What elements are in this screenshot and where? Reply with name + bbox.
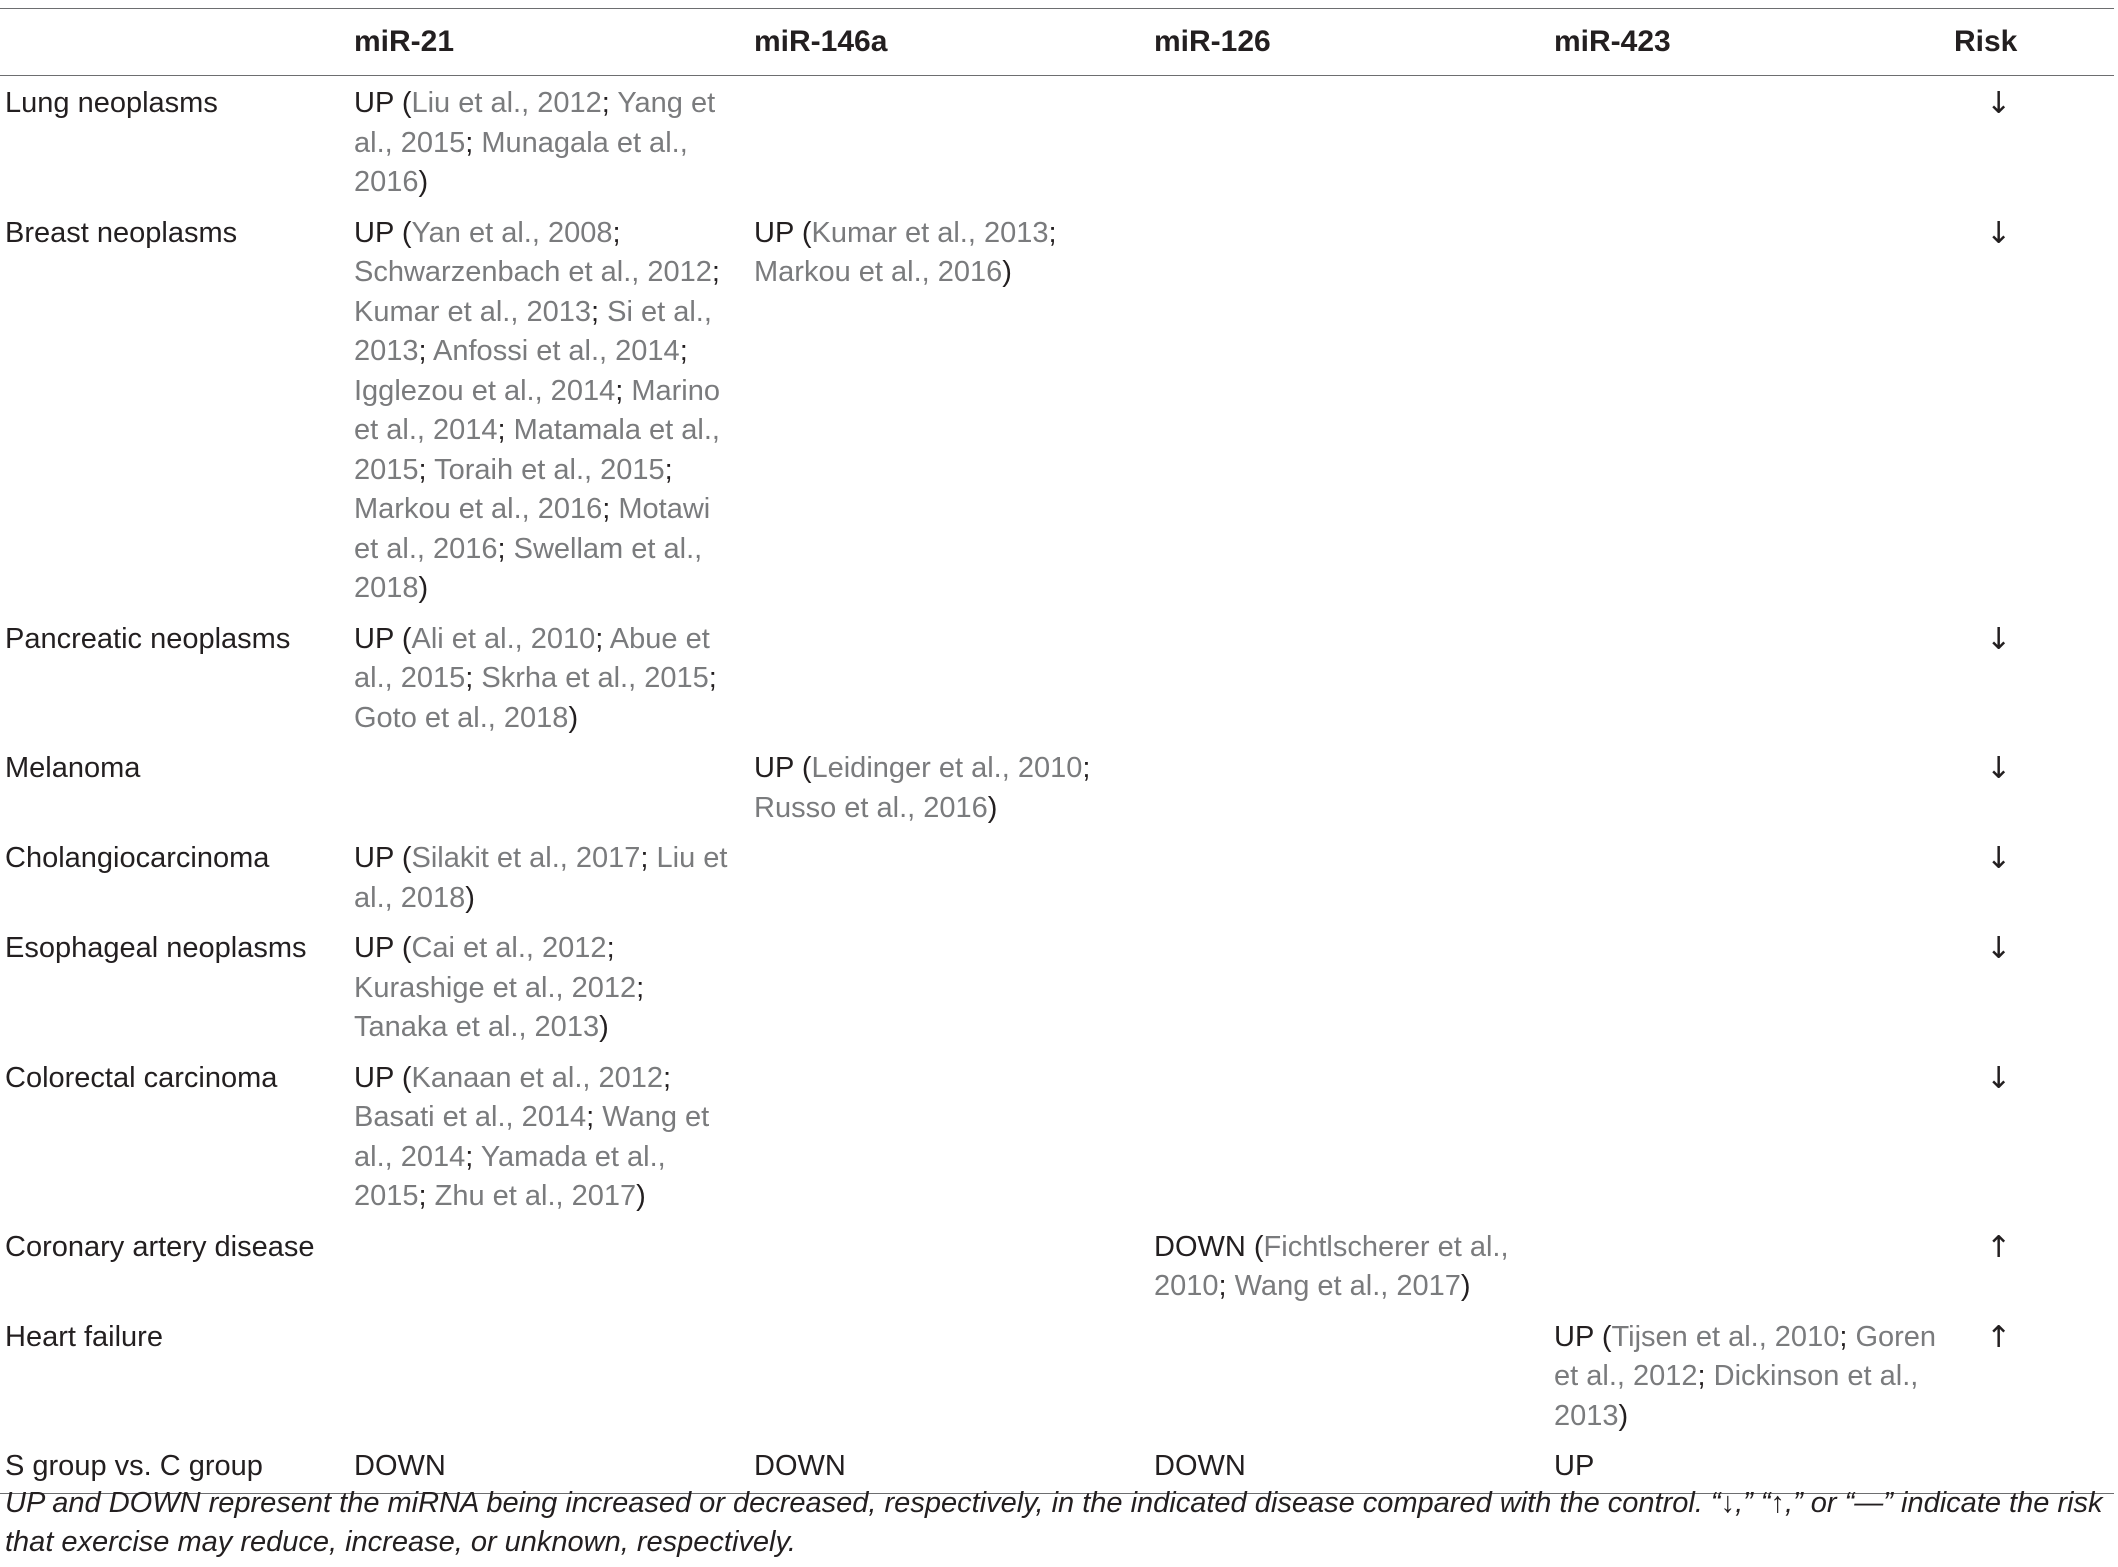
disease-cell: Colorectal carcinoma [5,1061,278,1094]
table-row [0,1310,2114,1440]
citation-link[interactable]: Kanaan et al., 2012 [411,1061,664,1094]
table-footnote: UP and DOWN represent the miRNA being increased or decreased, respectively, in the indicated disease compared with the control. “↓,” “↑,” or “—” indicate the risk that exercise may reduce, increase, or unknown, respectively. [5,1487,2103,1558]
regulation-status: UP [354,842,394,874]
cell-mir-146a [749,921,1149,1051]
citation-link[interactable]: Matamala et al., 2015 [354,414,720,486]
header-cell-mir-21: miR-21 [354,25,455,59]
citation-link[interactable]: Basati et al., 2014 [354,1101,587,1133]
citation-link[interactable]: Motawi et al., 2016 [354,493,711,565]
cell-mir-146a [749,1310,1149,1440]
regulation-status: DOWN [354,1450,446,1482]
citation-link[interactable]: Schwarzenbach et al., 2012 [354,256,712,288]
header-cell-risk: Risk [1954,25,2018,59]
citation-link[interactable]: Kurashige et al., 2012 [354,971,637,1004]
cell-mir-126: DOWN (Fichtlscherer et al., 2010; Wang et al., 2017) [1154,1230,1509,1302]
cell-mir-21: UP (Kanaan et al., 2012; Basati et al., 2014; Wang et al., 2014; Yamada et al., 2015; Zhu et al., 2017) [354,1061,710,1212]
table-row [0,76,2114,206]
cell-mir-423 [1549,741,1949,831]
regulation-status: DOWN [1154,1450,1246,1482]
cell-mir-126 [1149,206,1549,612]
cell-mir-146a [749,76,1149,206]
regulation-status: DOWN [754,1450,846,1482]
risk-arrow: ↓ [1986,621,2012,657]
cell-mir-126 [1149,76,1549,206]
citation-link[interactable]: Tijsen et al., 2010 [1611,1320,1840,1353]
cell-mir-126 [1149,612,1549,742]
table-body [0,76,2114,1494]
header-cell-mir-423: miR-423 [1554,25,1671,59]
table-row [0,1220,2114,1310]
regulation-status: UP [1554,1320,1594,1353]
citation-link[interactable]: Markou et al., 2016 [354,493,603,525]
disease-cell: Lung neoplasms [5,87,218,119]
citation-link[interactable]: Markou et al., 2016 [754,256,1003,288]
table-row [0,206,2114,612]
citation-link[interactable]: Toraih et al., 2015 [434,453,665,486]
citation-link[interactable]: Swellam et al., 2018 [354,532,703,604]
cell-mir-146a: UP (Kumar et al., 2013; Markou et al., 2016) [754,216,1057,288]
header-cell-mir-126: miR-126 [1154,25,1271,59]
cell-mir-423: UP (Tijsen et al., 2010; Goren et al., 2012; Dickinson et al., 2013) [1554,1320,1937,1432]
citation-link[interactable]: Anfossi et al., 2014 [433,335,680,367]
header-cell-disease [0,9,349,76]
cell-mir-146a: UP (Leidinger et al., 2010; Russo et al., 2016) [754,752,1091,824]
disease-cell: Melanoma [5,752,141,784]
cell-mir-126 [1149,1051,1549,1220]
cell-mir-21: UP (Liu et al., 2012; Yang et al., 2015; Munagala et al., 2016) [354,87,716,198]
citation-link[interactable]: Dickinson et al., 2013 [1554,1360,1919,1432]
cell-mir-21 [349,1310,749,1440]
cell-mir-21: UP (Ali et al., 2010; Abue et al., 2015; Skrha et al., 2015; Goto et al., 2018) [354,622,717,734]
citation-link[interactable]: Russo et al., 2016 [754,791,988,824]
citation-link[interactable]: Goren et al., 2012 [1554,1320,1937,1392]
cell-mir-21: UP (Cai et al., 2012; Kurashige et al., 2012; Tanaka et al., 2013) [354,932,645,1043]
cell-mir-21 [349,741,749,831]
regulation-status: UP [354,622,394,655]
risk-arrow: ↑ [1986,1229,2012,1265]
regulation-status: UP [754,752,794,784]
citation-link[interactable]: Yan et al., 2008 [411,216,613,249]
risk-arrow: ↓ [1986,841,2012,876]
disease-cell: Esophageal neoplasms [5,932,307,964]
cell-mir-126 [1149,831,1549,921]
cell-mir-126 [1149,1310,1549,1440]
citation-link[interactable]: Skrha et al., 2015 [481,662,709,694]
cell-mir-146a [749,1051,1149,1220]
citation-link[interactable]: Liu et al., 2018 [354,842,728,914]
citation-link[interactable]: Tanaka et al., 2013 [354,1011,600,1043]
regulation-status: UP [354,932,394,964]
risk-arrow: ↓ [1986,1060,2012,1096]
regulation-status: UP [354,216,394,249]
disease-cell: Heart failure [5,1320,163,1353]
table-row [0,831,2114,921]
cell-mir-146a [749,612,1149,742]
cell-mir-423 [1549,76,1949,206]
header-row [0,9,2114,76]
risk-arrow: ↓ [1986,215,2012,251]
risk-arrow: ↑ [1986,1319,2012,1355]
citation-link[interactable]: Yamada et al., 2015 [354,1140,666,1212]
citation-link[interactable]: Silakit et al., 2017 [411,842,641,874]
table-header [0,9,2114,76]
disease-cell: S group vs. C group [5,1450,263,1482]
citation-link[interactable]: Cai et al., 2012 [411,932,607,964]
cell-mir-423 [1549,206,1949,612]
mirna-disease-table [0,8,2114,1494]
cell-mir-146a [749,831,1149,921]
disease-cell: Cholangiocarcinoma [5,842,270,874]
cell-mir-423 [1549,831,1949,921]
disease-cell: Pancreatic neoplasms [5,622,291,655]
citation-link[interactable]: Goto et al., 2018 [354,701,569,734]
cell-mir-423 [1549,921,1949,1051]
citation-link[interactable]: Wang et al., 2017 [1234,1270,1461,1302]
cell-mir-423 [1549,612,1949,742]
regulation-status: UP [1554,1450,1595,1482]
regulation-status: UP [354,1061,394,1094]
citation-link[interactable]: Wang et al., 2014 [354,1101,710,1173]
citation-link[interactable]: Leidinger et al., 2010 [811,752,1083,784]
cell-mir-21: UP (Silakit et al., 2017; Liu et al., 2018) [354,842,728,914]
citation-link[interactable]: Liu et al., 2012 [411,87,602,119]
header-cell-mir-146a: miR-146a [754,25,888,59]
citation-link[interactable]: Igglezou et al., 2014 [354,374,616,407]
mirna-disease-table-container [0,8,2118,1494]
citation-link[interactable]: Si et al., 2013 [354,295,712,367]
cell-mir-423 [1549,1051,1949,1220]
disease-cell: Coronary artery disease [5,1230,315,1263]
table-row [0,1051,2114,1220]
citation-link[interactable]: Kumar et al., 2013 [354,295,591,328]
cell-mir-21: UP (Yan et al., 2008; Schwarzenbach et al., 2012; Kumar et al., 2013; Si et al., 2013; Anfossi et al., 2014; Igglezou et al., 2014; Marino et al., 2014; Matamala et al., 2015; Toraih et al., 2015; Markou et al., 2016; Motawi et al., 2016; Swellam et al., 2018) [354,216,720,604]
cell-mir-126 [1149,741,1549,831]
citation-link[interactable]: Ali et al., 2010 [411,622,596,655]
citation-link[interactable]: Fichtlscherer et al., 2010 [1154,1230,1509,1302]
citation-link[interactable]: Yang et al., 2015 [354,87,716,159]
risk-arrow: ↓ [1986,86,2012,121]
table-row [0,741,2114,831]
table-row [0,612,2114,742]
cell-mir-21 [349,1220,749,1310]
disease-cell: Breast neoplasms [5,216,238,249]
risk-arrow: ↓ [1986,751,2012,786]
citation-link[interactable]: Munagala et al., 2016 [354,126,688,198]
citation-link[interactable]: Marino et al., 2014 [354,374,720,446]
cell-mir-423 [1549,1220,1949,1310]
regulation-status: DOWN [1154,1230,1246,1263]
citation-link[interactable]: Zhu et al., 2017 [434,1180,637,1212]
citation-link[interactable]: Kumar et al., 2013 [811,216,1049,249]
cell-mir-146a [749,1220,1149,1310]
regulation-status: UP [354,87,394,119]
citation-link[interactable]: Abue et al., 2015 [354,622,710,694]
cell-mir-126 [1149,921,1549,1051]
risk-arrow: ↓ [1986,931,2012,966]
table-row [0,921,2114,1051]
regulation-status: UP [754,216,794,249]
